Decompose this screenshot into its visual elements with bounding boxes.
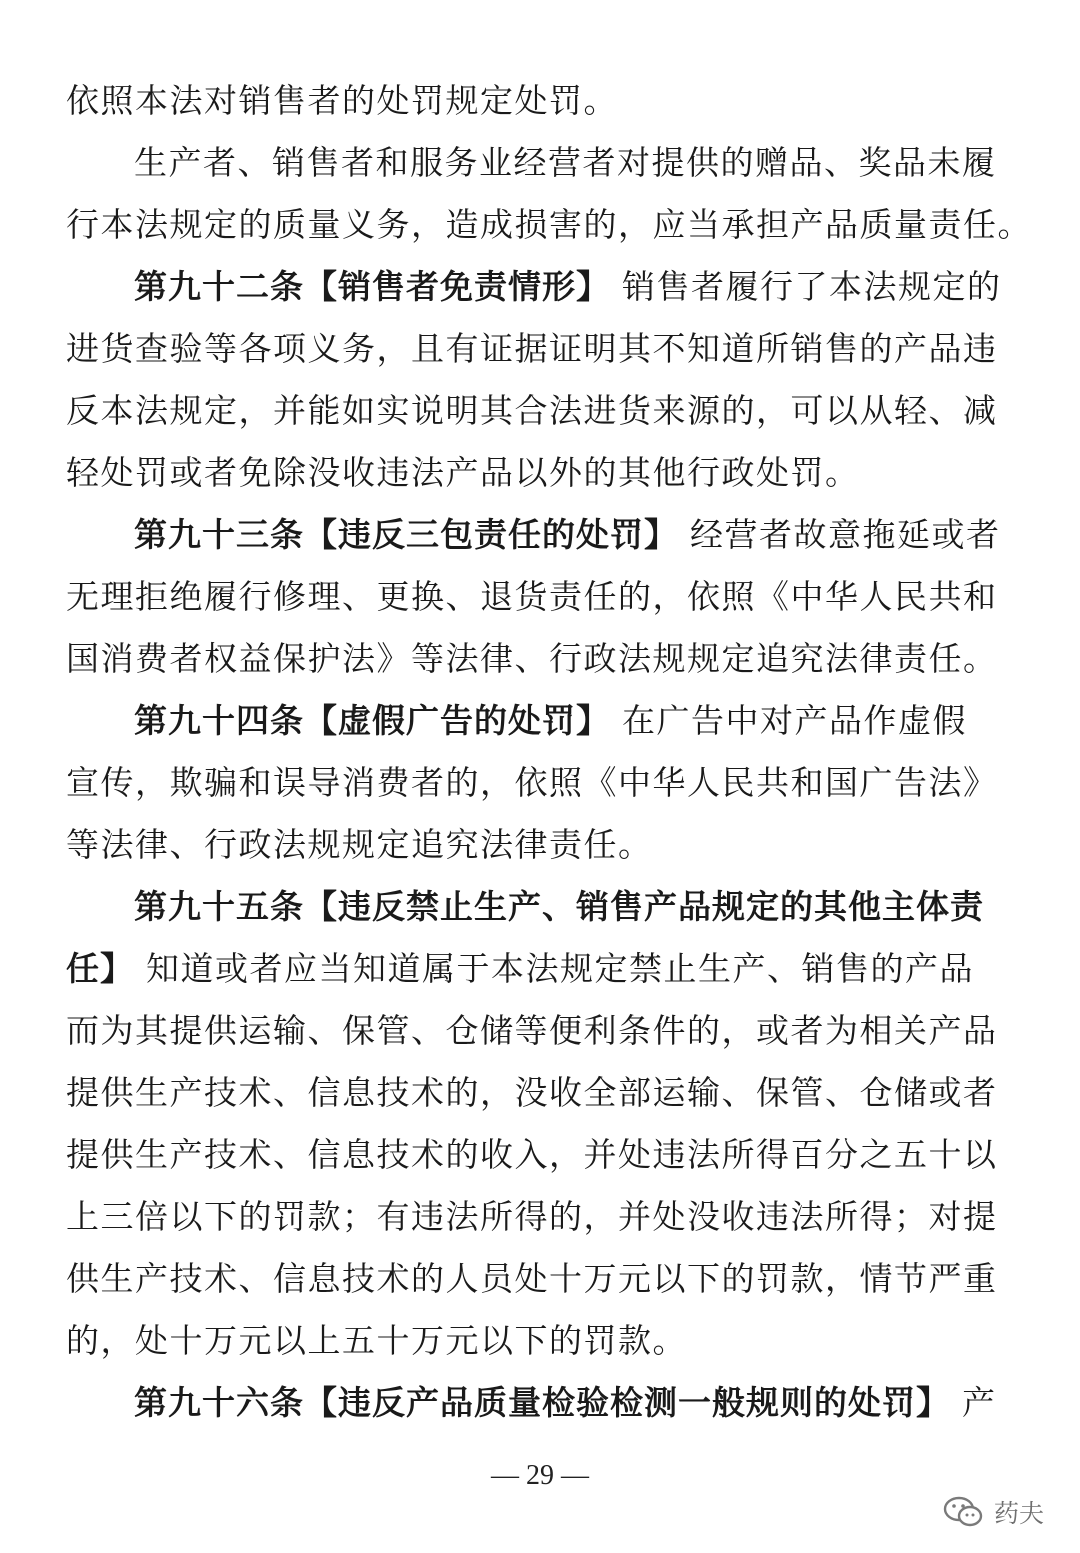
- text-line: 而为其提供运输、保管、仓储等便利条件的，或者为相关产品: [66, 1011, 998, 1050]
- wechat-icon: [942, 1495, 986, 1529]
- watermark: [942, 1494, 1044, 1530]
- article-heading-cont: 任】: [66, 949, 134, 988]
- text-line: 轻处罚或者免除没收违法产品以外的其他行政处罚。: [66, 453, 860, 492]
- text-line: 提供生产技术、信息技术的收入，并处违法所得百分之五十以: [66, 1135, 998, 1174]
- article-text: 知道或者应当知道属于本法规定禁止生产、销售的产品: [146, 949, 974, 988]
- text-line: 的，处十万元以上五十万元以下的罚款。: [66, 1321, 687, 1360]
- article-text: 在广告中对产品作虚假: [622, 701, 967, 740]
- text-line: 等法律、行政法规规定追究法律责任。: [66, 825, 653, 864]
- article-94: [66, 690, 1006, 752]
- document-page: [66, 70, 1032, 1434]
- text-line: 国消费者权益保护法》等法律、行政法规规定追究法律责任。: [66, 639, 998, 678]
- watermark-text: 药夫: [993, 1499, 1044, 1528]
- article-96: [66, 1372, 1006, 1434]
- article-text: 经营者故意拖延或者: [690, 515, 1001, 554]
- article-95-cont: [66, 938, 1006, 1000]
- article-heading: 第九十四条【虚假广告的处罚】: [134, 701, 610, 740]
- text-line: 宣传，欺骗和误导消费者的，依照《中华人民共和国广告法》: [66, 763, 998, 802]
- article-text: 销售者履行了本法规定的: [622, 267, 1002, 306]
- article-93: [66, 504, 1006, 566]
- text-line: 反本法规定，并能如实说明其合法进货来源的，可以从轻、减: [66, 391, 998, 430]
- page-number: — 29 —: [491, 1460, 589, 1491]
- text-line: 供生产技术、信息技术的人员处十万元以下的罚款，情节严重: [66, 1259, 998, 1298]
- text-line: 生产者、销售者和服务业经营者对提供的赠品、奖品未履: [134, 143, 997, 182]
- text-line: 提供生产技术、信息技术的，没收全部运输、保管、仓储或者: [66, 1073, 998, 1112]
- article-text: 产: [962, 1383, 997, 1422]
- article-92: [66, 256, 1006, 318]
- text-line: 进货查验等各项义务，且有证据证明其不知道所销售的产品违: [66, 329, 998, 368]
- article-heading: 第九十二条【销售者免责情形】: [134, 267, 610, 306]
- article-heading: 第九十五条【违反禁止生产、销售产品规定的其他主体责: [134, 887, 984, 926]
- article-95: [66, 876, 1006, 938]
- text-line: 依照本法对销售者的处罚规定处罚。: [66, 81, 618, 120]
- text-line: 上三倍以下的罚款；有违法所得的，并处没收违法所得；对提: [66, 1197, 998, 1236]
- text-line: 行本法规定的质量义务，造成损害的，应当承担产品质量责任。: [66, 205, 1032, 244]
- article-heading: 第九十六条【违反产品质量检验检测一般规则的处罚】: [134, 1383, 950, 1422]
- article-heading: 第九十三条【违反三包责任的处罚】: [134, 515, 678, 554]
- text-line: 无理拒绝履行修理、更换、退货责任的，依照《中华人民共和: [66, 577, 998, 616]
